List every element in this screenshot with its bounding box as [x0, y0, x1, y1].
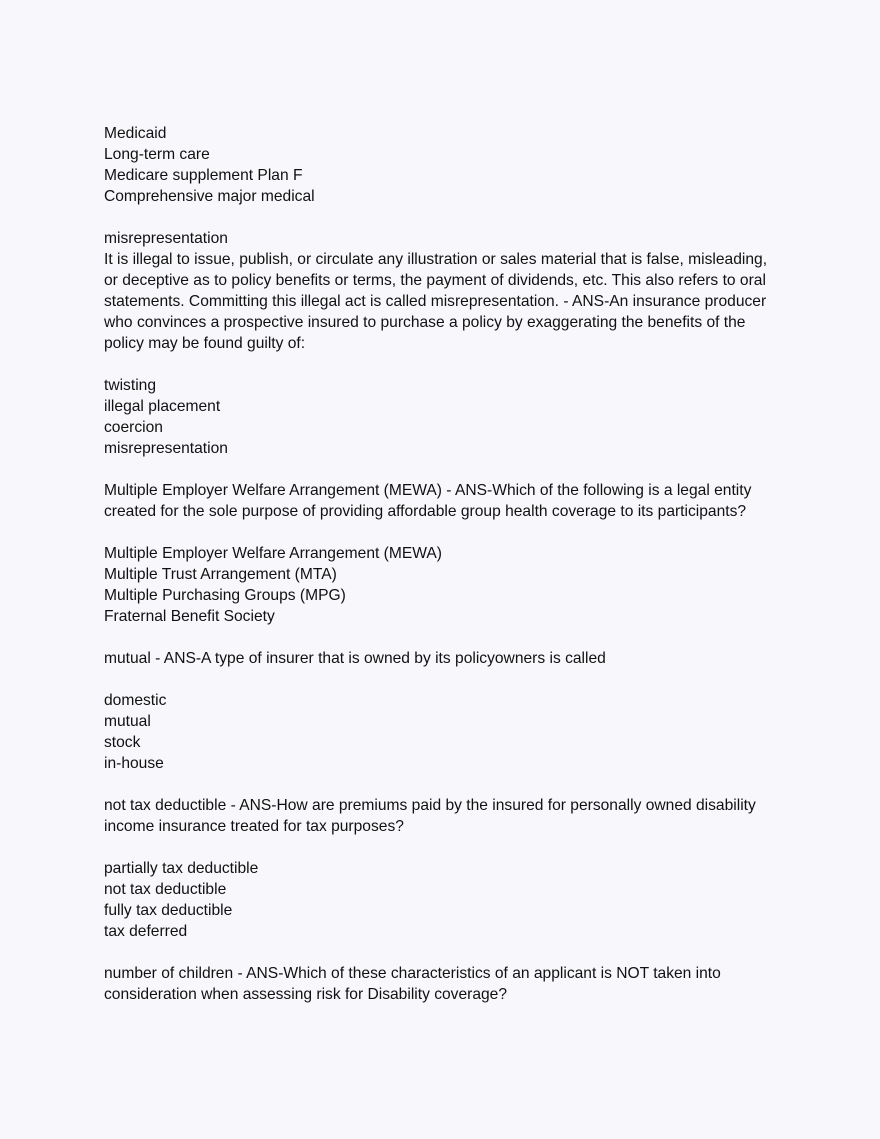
answer-option: Comprehensive major medical — [104, 188, 315, 205]
answer-option: mutual — [104, 713, 151, 730]
explanation-text: or deceptive as to policy benefits or terms, the payment of dividends, etc. This also refers to oral — [104, 272, 766, 289]
answer-option: not tax deductible — [104, 881, 227, 898]
answer-option: partially tax deductible — [104, 860, 259, 877]
answer-option: Medicaid — [104, 125, 167, 142]
question-text: Multiple Employer Welfare Arrangement (MEWA) - ANS-Which of the following is a legal entity — [104, 482, 752, 499]
blank-line — [104, 627, 794, 648]
blank-line — [104, 669, 794, 690]
blank-line — [104, 942, 794, 963]
answer-option: Medicare supplement Plan F — [104, 167, 303, 184]
blank-line — [104, 837, 794, 858]
document-page — [104, 123, 794, 1005]
question-text: who convinces a prospective insured to purchase a policy by exaggerating the benefits of the — [104, 314, 746, 331]
answer-option: tax deferred — [104, 923, 188, 940]
answer-option: illegal placement — [104, 398, 221, 415]
blank-line — [104, 354, 794, 375]
blank-line — [104, 207, 794, 228]
question-text: income insurance treated for tax purposes? — [104, 818, 404, 835]
blank-line — [104, 522, 794, 543]
answer-option: in-house — [104, 755, 164, 772]
answer-option: Multiple Purchasing Groups (MPG) — [104, 587, 346, 604]
answer-option: Multiple Employer Welfare Arrangement (MEWA) — [104, 545, 442, 562]
question-text: created for the sole purpose of providing affordable group health coverage to its participants? — [104, 503, 747, 520]
question-text: number of children - ANS-Which of these characteristics of an applicant is NOT taken into — [104, 965, 721, 982]
question-text: policy may be found guilty of: — [104, 335, 306, 352]
question-text: mutual - ANS-A type of insurer that is owned by its policyowners is called — [104, 650, 606, 667]
answer-term: misrepresentation — [104, 230, 228, 247]
answer-option: Multiple Trust Arrangement (MTA) — [104, 566, 337, 583]
answer-option: twisting — [104, 377, 156, 394]
explanation-text: statements. Committing this illegal act is called misrepresentation. - ANS-An insurance producer — [104, 293, 767, 310]
answer-option: domestic — [104, 692, 167, 709]
answer-option: Fraternal Benefit Society — [104, 608, 275, 625]
answer-option: Long-term care — [104, 146, 210, 163]
answer-option: stock — [104, 734, 141, 751]
question-text: consideration when assessing risk for Disability coverage? — [104, 986, 508, 1003]
answer-option: fully tax deductible — [104, 902, 233, 919]
answer-option: coercion — [104, 419, 163, 436]
explanation-text: It is illegal to issue, publish, or circulate any illustration or sales material that is false, misleading, — [104, 251, 768, 268]
answer-option: misrepresentation — [104, 440, 228, 457]
blank-line — [104, 459, 794, 480]
blank-line — [104, 774, 794, 795]
question-text: not tax deductible - ANS-How are premiums paid by the insured for personally owned disability — [104, 797, 756, 814]
